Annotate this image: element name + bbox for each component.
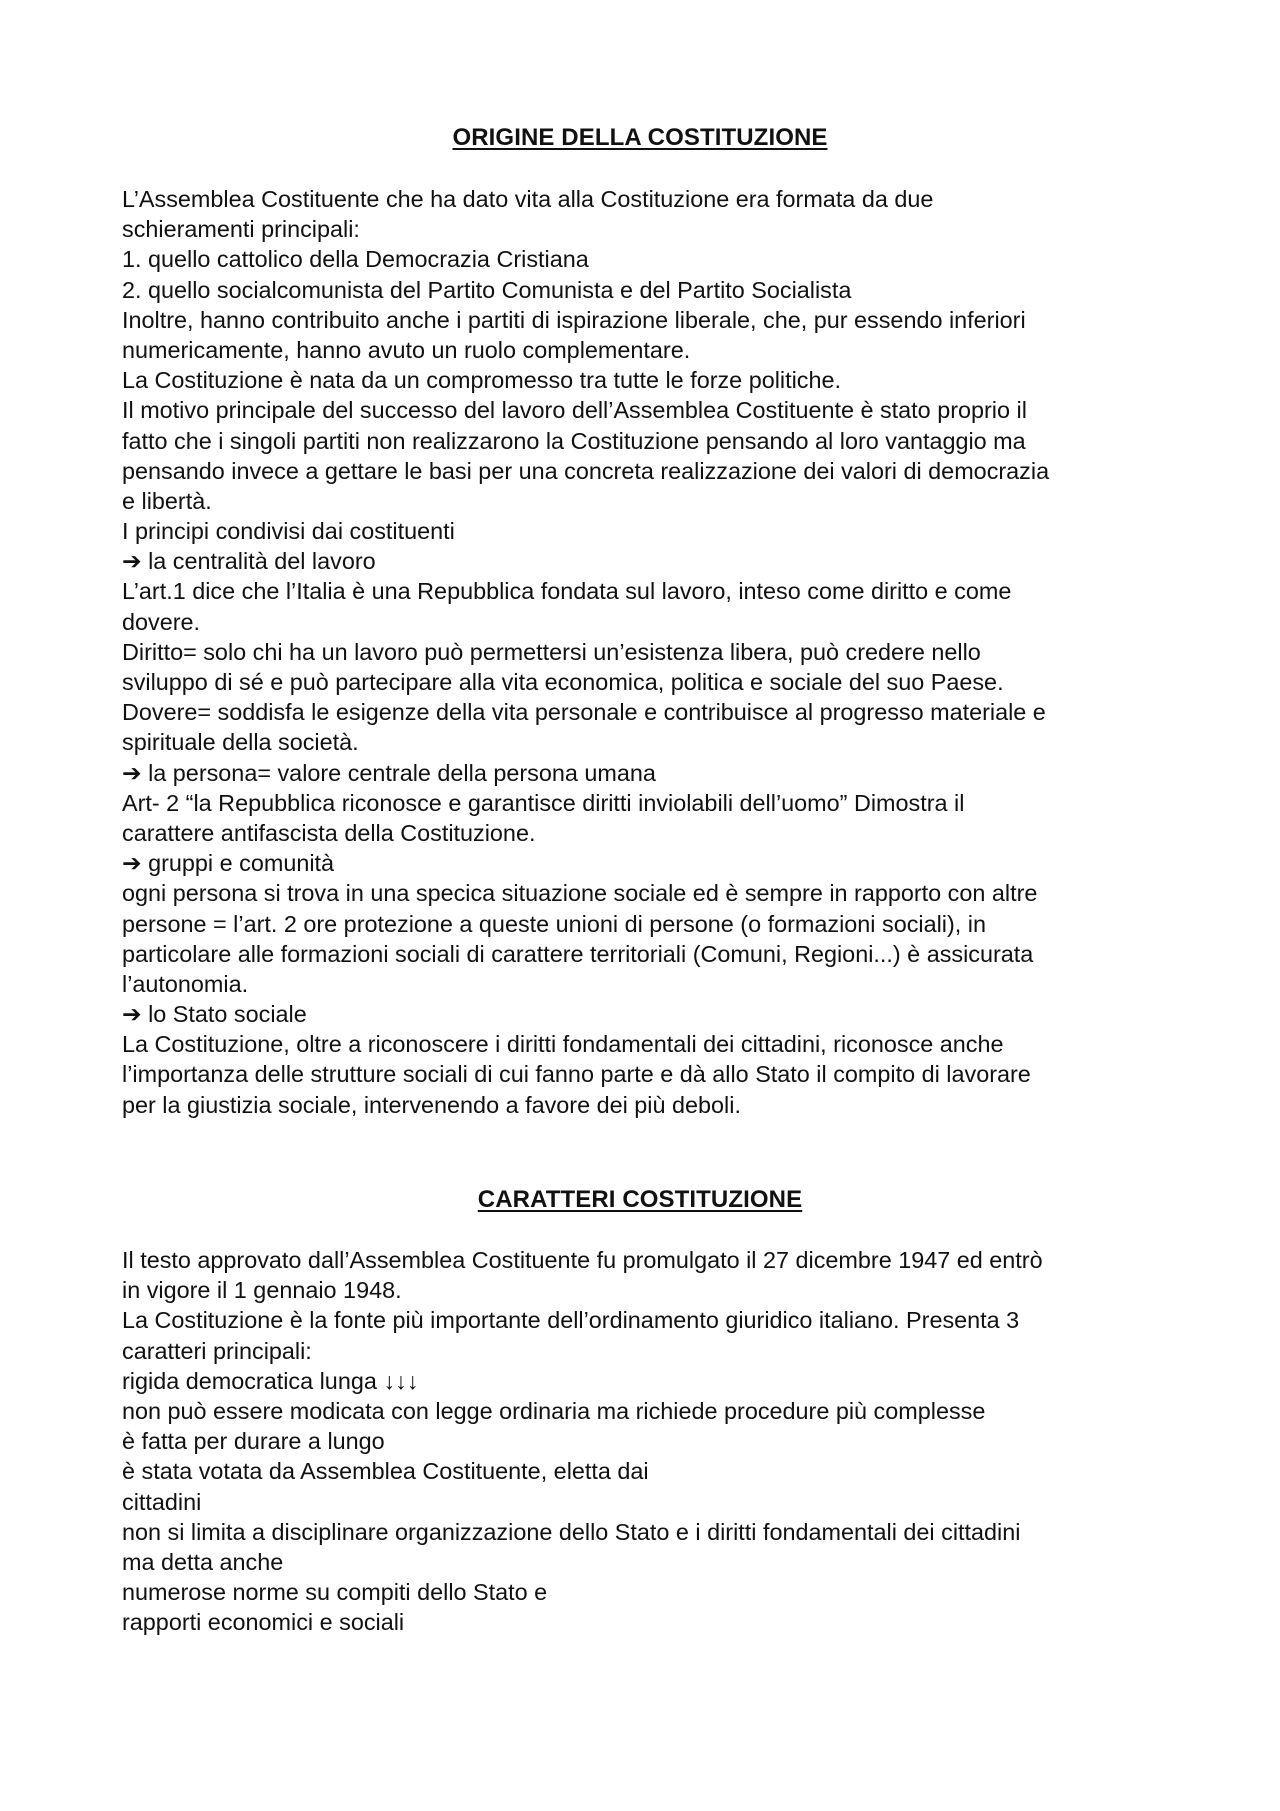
text-line: e libertà.: [122, 487, 212, 514]
text-line: carattere antifascista della Costituzione.: [122, 819, 536, 846]
text-line: caratteri principali:: [122, 1337, 312, 1364]
text-line: L’Assemblea Costituente che ha dato vita alla Costituzione era formata da due: [122, 186, 934, 212]
text-line: 2. quello socialcomunista del Partito Comunista e del Partito Socialista: [122, 276, 852, 303]
text-line: I principi condivisi dai costituenti: [122, 518, 455, 545]
text-line: ➔ la centralità del lavoro: [122, 548, 376, 575]
text-line: non può essere modicata con legge ordinaria ma richiede procedure più complesse: [122, 1397, 986, 1424]
text-line: ➔ gruppi e comunità: [122, 850, 335, 877]
text-line: rigida democratica lunga ↓↓↓: [122, 1367, 419, 1394]
text-line: numericamente, hanno avuto un ruolo complementare.: [122, 336, 691, 363]
text-line: La Costituzione è nata da un compromesso tra tutte le forze politiche.: [122, 367, 842, 394]
text-line: spirituale della società.: [122, 729, 359, 756]
text-line: Il motivo principale del successo del lavoro dell’Assemblea Costituente è stato proprio il: [122, 397, 1027, 424]
section-body-caratteri: [122, 1245, 1182, 1637]
text-line: fatto che i singoli partiti non realizzarono la Costituzione pensando al loro vantaggio ma: [122, 427, 1026, 454]
text-line: rapporti economici e sociali: [122, 1609, 405, 1636]
text-line: dovere.: [122, 608, 201, 635]
text-line: particolare alle formazioni sociali di carattere territoriali (Comuni, Regioni...) è assicurata: [122, 940, 1034, 967]
text-line: schieramenti principali:: [122, 216, 360, 243]
section-body-origine: [122, 184, 1182, 1120]
text-line: Dovere= soddisfa le esigenze della vita personale e contribuisce al progresso materiale e: [122, 699, 1046, 726]
text-line: l’importanza delle strutture sociali di cui fanno parte e dà allo Stato il compito di lavorare: [122, 1061, 1031, 1088]
text-line: Diritto= solo chi ha un lavoro può permettersi un’esistenza libera, può credere nello: [122, 638, 981, 665]
text-line: ➔ lo Stato sociale: [122, 1001, 307, 1028]
text-line: Art- 2 “la Repubblica riconosce e garantisce diritti inviolabili dell’uomo” Dimostra il: [122, 789, 965, 816]
text-line: 1. quello cattolico della Democrazia Cristiana: [122, 246, 589, 273]
section-title-origine: ORIGINE DELLA COSTITUZIONE: [452, 124, 828, 151]
text-line: per la giustizia sociale, intervenendo a favore dei più deboli.: [122, 1091, 741, 1118]
text-line: ma detta anche: [122, 1548, 284, 1575]
text-line: ogni persona si trova in una specica situazione sociale ed è sempre in rapporto con altre: [122, 880, 1038, 907]
text-line: ➔ la persona= valore centrale della persona umana: [122, 759, 656, 786]
text-line: l’autonomia.: [122, 970, 249, 997]
text-line: cittadini: [122, 1488, 202, 1515]
section-title-caratteri: CARATTERI COSTITUZIONE: [477, 1186, 803, 1213]
text-line: persone = l’art. 2 ore protezione a queste unioni di persone (o formazioni sociali), in: [122, 910, 986, 937]
text-line: La Costituzione è la fonte più importante dell’ordinamento giuridico italiano. Presenta 3: [122, 1307, 1020, 1334]
text-line: Il testo approvato dall’Assemblea Costituente fu promulgato il 27 dicembre 1947 ed entrò: [122, 1247, 1043, 1273]
text-line: non si limita a disciplinare organizzazione dello Stato e i diritti fondamentali dei cittadini: [122, 1518, 1021, 1545]
text-line: è stata votata da Assemblea Costituente, eletta dai: [122, 1458, 649, 1485]
text-line: sviluppo di sé e può partecipare alla vita economica, politica e sociale del suo Paese.: [122, 669, 1004, 695]
text-line: L’art.1 dice che l’Italia è una Repubblica fondata sul lavoro, inteso come diritto e come: [122, 578, 1012, 605]
text-line: Inoltre, hanno contribuito anche i partiti di ispirazione liberale, che, pur essendo inferiori: [122, 306, 1026, 333]
text-line: pensando invece a gettare le basi per una concreta realizzazione dei valori di democrazia: [122, 457, 1050, 484]
text-line: in vigore il 1 gennaio 1948.: [122, 1277, 402, 1304]
text-line: è fatta per durare a lungo: [122, 1428, 385, 1455]
text-line: numerose norme su compiti dello Stato e: [122, 1579, 548, 1606]
text-line: La Costituzione, oltre a riconoscere i diritti fondamentali dei cittadini, riconosce anche: [122, 1031, 1004, 1058]
